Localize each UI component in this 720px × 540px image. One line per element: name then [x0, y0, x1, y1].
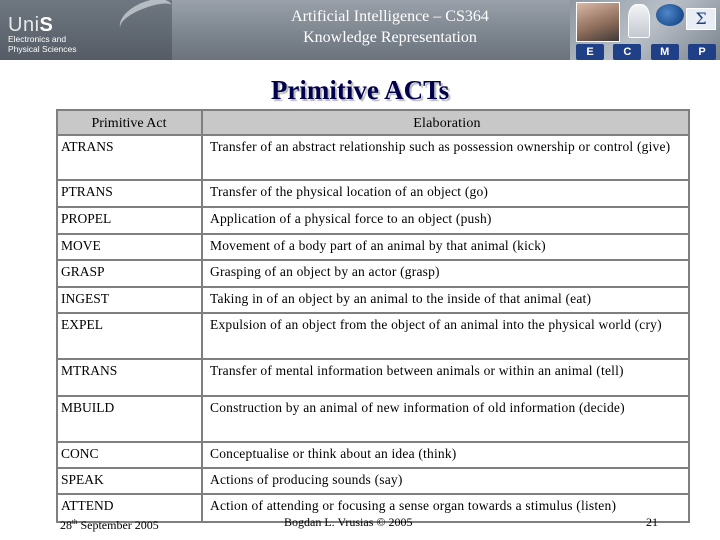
letter-p: P [688, 44, 716, 60]
table-row [58, 397, 688, 443]
header-primitive-act: Primitive Act [58, 111, 203, 134]
table-row [58, 469, 688, 495]
letter-m: M [651, 44, 679, 60]
act-name: SPEAK [58, 469, 203, 493]
robot-icon [628, 4, 650, 38]
table-header-row [58, 111, 688, 136]
department-letters [576, 44, 716, 60]
logo-department [8, 34, 77, 54]
act-name: ATTEND [58, 495, 203, 521]
act-elaboration: Movement of a body part of an animal by that animal (kick) [210, 238, 546, 253]
act-name: MBUILD [58, 397, 203, 441]
act-elaboration: Taking in of an object by an animal to the inside of that animal (eat) [210, 291, 592, 306]
act-elaboration: Actions of producing sounds (say) [210, 472, 403, 487]
act-name: MOVE [58, 235, 203, 259]
act-elaboration: Construction by an animal of new information of old information (decide) [210, 400, 625, 415]
logo-department-line1: Electronics and [8, 34, 67, 44]
act-name: PROPEL [58, 208, 203, 233]
table-row [58, 261, 688, 288]
logo-department-line2: Physical Sciences [8, 44, 77, 54]
logo-brand: Uni [8, 14, 40, 36]
act-name: MTRANS [58, 360, 203, 395]
table-row [58, 360, 688, 397]
primitive-acts-table [56, 109, 690, 523]
slide-title: Primitive ACTs [270, 75, 450, 105]
act-name: EXPEL [58, 314, 203, 358]
table-row [58, 208, 688, 235]
letter-e: E [576, 44, 604, 60]
act-name: INGEST [58, 288, 203, 312]
footer-date-rest: September 2005 [77, 518, 159, 532]
footer-date-suffix: th [72, 518, 78, 526]
student-photo-icon [576, 2, 620, 42]
act-name: CONC [58, 443, 203, 467]
course-title [230, 6, 550, 48]
footer-author: Bogdan L. Vrusias © 2005 [284, 515, 413, 529]
letter-c: C [613, 44, 641, 60]
act-elaboration: Transfer of the physical location of an object (go) [210, 184, 489, 199]
act-name: PTRANS [58, 181, 203, 206]
act-elaboration: Action of attending or focusing a sense organ towards a stimulus (listen) [210, 498, 617, 513]
table-row [58, 314, 688, 360]
header-collage [570, 0, 720, 60]
act-elaboration: Grasping of an object by an actor (grasp) [210, 264, 440, 279]
act-name: GRASP [58, 261, 203, 286]
table-row [58, 288, 688, 314]
logo-swoosh-icon [115, 0, 178, 40]
act-elaboration: Application of a physical force to an object (push) [210, 211, 492, 226]
header-banner [0, 0, 720, 60]
footer-date-day: 28 [60, 518, 72, 532]
act-name: ATRANS [58, 136, 203, 179]
dolphin-icon [656, 4, 684, 26]
university-logo [0, 0, 172, 60]
act-elaboration: Transfer of an abstract relationship such as possession ownership or control (give) [210, 139, 671, 154]
course-title-line2: Knowledge Representation [303, 29, 477, 46]
page-number: 21 [646, 515, 658, 529]
act-elaboration: Transfer of mental information between animals or within an animal (tell) [210, 363, 624, 378]
table-row [58, 235, 688, 261]
act-elaboration: Conceptualise or think about an idea (think) [210, 446, 457, 461]
logo-brand-suffix: S [39, 14, 54, 36]
act-elaboration: Expulsion of an object from the object of an animal into the physical world (cry) [210, 317, 662, 332]
table-row [58, 181, 688, 208]
table-row [58, 443, 688, 469]
footer-date [60, 515, 159, 532]
sigma-icon: Σ [686, 8, 716, 30]
header-elaboration: Elaboration [413, 116, 481, 131]
table-row [58, 136, 688, 181]
course-title-line1: Artificial Intelligence – CS364 [291, 8, 489, 25]
